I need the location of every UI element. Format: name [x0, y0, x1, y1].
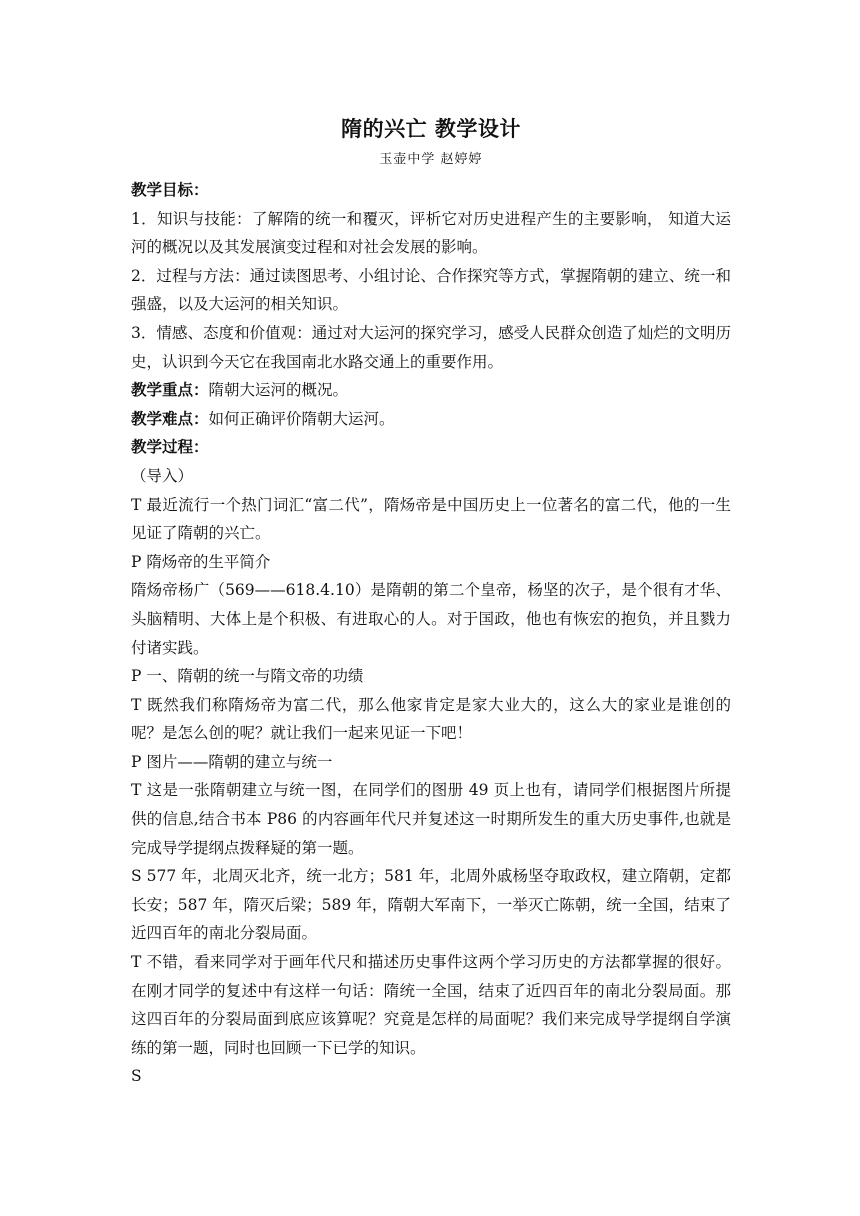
difficulty-line: [131, 405, 731, 434]
process-heading: 教学过程：: [131, 438, 209, 457]
process-paragraph: T 最近流行一个热门词汇“富二代”，隋炀帝是中国历史上一位著名的富二代，他的一生见证了隋朝的兴亡。: [131, 495, 731, 543]
process-paragraph: P 图片——隋朝的建立与统一: [131, 752, 333, 771]
process-paragraph: 隋炀帝杨广（569——618.4.10）是隋朝的第二个皇帝，杨坚的次子，是个很有才华、头脑精明、大体上是个积极、有进取心的人。对于国政，他也有恢宏的抱负，并且戮力付诸实践。: [131, 581, 731, 657]
key-point-label: 教学重点：: [131, 381, 209, 400]
process-paragraph: S: [131, 1067, 142, 1086]
key-point-line: [131, 376, 731, 405]
objectives-heading: 教学目标：: [131, 181, 209, 199]
process-paragraph: T 不错，看来同学对于画年代尺和描述历史事件这两个学习历史的方法都掌握的很好。在刚才同学的复述中有这样一句话：隋统一全国，结束了近四百年的南北分裂局面。那这四百年的分裂局面到底应该算呢？究竟是怎样的局面呢？我们来完成导学提纲自学演练的第一题，同时也回顾一下已学的知识。: [131, 953, 731, 1057]
process-paragraph: S 577 年，北周灭北齐，统一北方；581 年，北周外戚杨坚夺取政权，建立隋朝，定都长安；587 年，隋灭后梁；589 年，隋朝大军南下，一举灭亡陈朝，统一全国，结束了近四百年的南北分裂局面。: [131, 867, 731, 943]
process-paragraph: T 既然我们称隋炀帝为富二代，那么他家肯定是家大业大的，这么大的家业是谁创的呢？是怎么创的呢？就让我们一起来见证一下吧！: [131, 695, 731, 743]
process-paragraph: （导入）: [131, 466, 194, 485]
document-title: 隋的兴亡 教学设计: [341, 117, 521, 141]
process-paragraph: P 隋炀帝的生平简介: [131, 552, 271, 571]
document-author: 玉壶中学 赵婷婷: [379, 152, 483, 167]
objective-item: 1．知识与技能：了解隋的统一和覆灭，评析它对历史进程产生的主要影响， 知道大运河的概况以及其发展演变过程和对社会发展的影响。: [131, 209, 731, 257]
document-content: [131, 114, 731, 1091]
process-paragraph: T 这是一张隋朝建立与统一图，在同学们的图册 49 页上也有，请同学们根据图片所提供的信息,结合书本 P86 的内容画年代尺并复述这一时期所发生的重大历史事件,也就是完成导学提纲点拨释疑的第一题。: [131, 781, 731, 857]
process-paragraph: P 一、隋朝的统一与隋文帝的功绩: [131, 667, 364, 686]
objective-item: 3．情感、态度和价值观：通过对大运河的探究学习，感受人民群众创造了灿烂的文明历史，认识到今天它在我国南北水路交通上的重要作用。: [131, 323, 731, 371]
objective-item: 2．过程与方法：通过读图思考、小组讨论、合作探究等方式，掌握隋朝的建立、统一和强盛，以及大运河的相关知识。: [131, 266, 731, 314]
difficulty-label: 教学难点：: [131, 409, 209, 428]
difficulty-text: 如何正确评价隋朝大运河。: [208, 409, 395, 428]
key-point-text: 隋朝大运河的概况。: [208, 381, 349, 400]
